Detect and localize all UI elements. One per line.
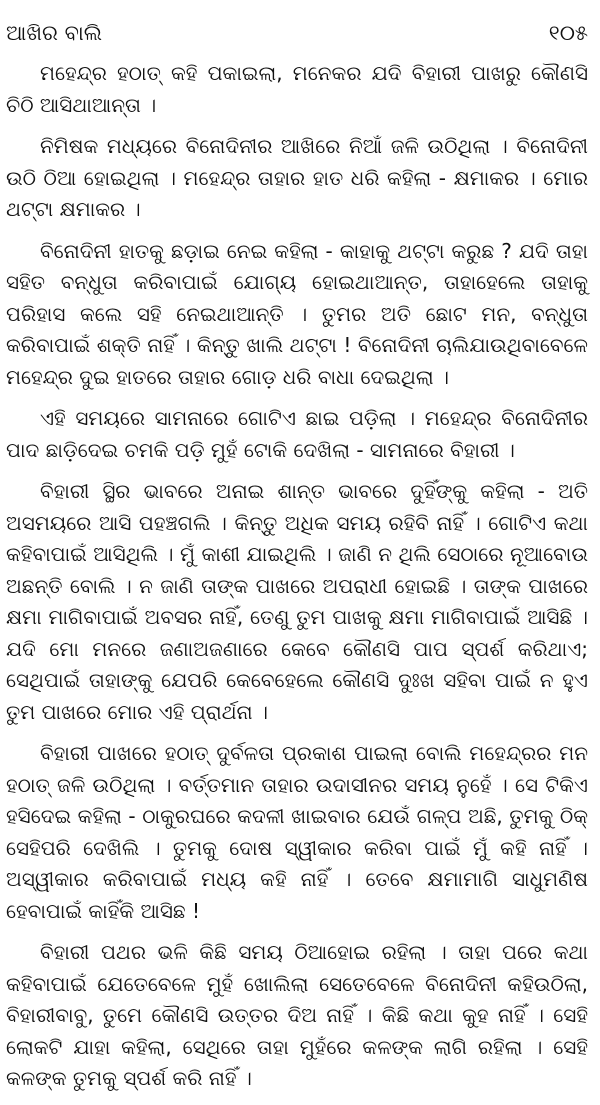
page-number: ୧୦୫ [548, 20, 588, 45]
paragraph: ଏହି ସମୟରେ ସାମନାରେ ଗୋଟିଏ ଛାଇ ପଡ଼ିଲା । ମହେନ୍ଦ୍ର ବିନୋଦିନୀର ପାଦ ଛାଡ଼ିଦେଇ ଚମକି ପଡ଼ି ମୁହଁ ଟୋକି ଦେଖିଲା - ସାମନାରେ ବିହାରୀ । [6, 406, 588, 462]
paragraph: ମହେନ୍ଦ୍ର ହଠାତ୍ କହି ପକାଇଲା, ମନେକର ଯଦି ବିହାରୀ ପାଖରୁ କୌଣସି ଚିଠି ଆସିଥାଆନ୍ତା । [6, 61, 588, 117]
paragraph: ନିମିଷକ ମଧ୍ୟରେ ବିନୋଦିନୀର ଆଖିରେ ନିଆଁ ଜଳି ଉଠିଥିଲା । ବିନୋଦିନୀ ଉଠି ଠିଆ ହୋଇଥିଲା । ମହେନ୍ଦ୍ର ତାହାର ହାତ ଧରି କହିଲା - କ୍ଷମାକର । ମୋର ଥଟ୍ଟା କ୍ଷମାକର । [6, 134, 588, 221]
paragraph: ବିହାରୀ ପାଖରେ ହଠାତ୍ ଦୁର୍ବଳତା ପ୍ରକାଶ ପାଇଲା ବୋଲି ମହେନ୍ଦ୍ରର ମନ ହଠାତ୍ ଜଳି ଉଠିଥିଲା । ବର୍ତ୍ତମାନ ତାହାର ଉଦାସୀନର ସମୟ ନୁହେଁ । ସେ ଟିକିଏ ହସିଦେଇ କହିଲା - ଠାକୁରଘରେ କଦଳୀ ଖାଇବାର ଯେଉଁ ଗଳ୍ପ ଅଛି, ତୁମକୁ ଠିକ୍ ସେହିପରି ଦେଖିଲି । ତୁମକୁ ଦୋଷ ସ୍ୱୀକାର କରିବା ପାଇଁ ମୁଁ କହି ନାହିଁ । ଅସ୍ୱୀକାର କରିବାପାଇଁ ମଧ୍ୟ କହି ନାହିଁ । ତେବେ କ୍ଷମାମାଗି ସାଧୁମଣିଷ ହେବାପାଇଁ କାହିଁକି ଆସିଛ ! [6, 741, 588, 923]
page-header [6, 18, 588, 48]
paragraph: ବିନୋଦିନୀ ହାତକୁ ଛଡ଼ାଇ ନେଇ କହିଲା - କାହାକୁ ଥଟ୍ଟା କରୁଛ ? ଯଦି ତାହା ସହିତ ବନ୍ଧୁତା କରିବାପାଇଁ ଯୋଗ୍ୟ ହୋଇଥାଆନ୍ତ, ତାହାହେଲେ ତାହାକୁ ପରିହାସ କଲେ ସହି ନେଇଥାଆନ୍ତି । ତୁମର ଅତି ଛୋଟ ମନ, ବନ୍ଧୁତା କରିବାପାଇଁ ଶକ୍ତି ନାହିଁ । କିନ୍ତୁ ଖାଲି ଥଟ୍ଟା ! ବିନୋଦିନୀ ଚାଲିଯାଉଥିବାବେଳେ ମହେନ୍ଦ୍ର ଦୁଇ ହାତରେ ତାହାର ଗୋଡ଼ ଧରି ବାଧା ଦେଇଥିଲା । [6, 238, 588, 389]
running-title: ଆଖିର ବାଲି [6, 20, 103, 45]
paragraph: ବିହାରୀ ପଥର ଭଳି କିଛି ସମୟ ଠିଆହୋଇ ରହିଲା । ତାହା ପରେ କଥା କହିବାପାଇଁ ଯେତେବେଳେ ମୁହଁ ଖୋଲିଲା ସେତେବେଳେ ବିନୋଦିନୀ କହିଉଠିଲା, ବିହାରୀବାବୁ, ତୁମେ କୌଣସି ଉତ୍ତର ଦିଅ ନାହିଁ । କିଛି କଥା କୁହ ନାହିଁ । ସେହି ଲୋକଟି ଯାହା କହିଲା, ସେଥିରେ ତାହା ମୁହଁରେ କଳଙ୍କ ଲାଗି ରହିଲା । ସେହି କଳଙ୍କ ତୁମକୁ ସ୍ପର୍ଶ କରି ନାହିଁ । [6, 940, 588, 1090]
body-text [6, 58, 588, 1105]
paragraph: ବିହାରୀ ସ୍ଥିର ଭାବରେ ଅନାଇ ଶାନ୍ତ ଭାବରେ ଦୁହିଁଙ୍କୁ କହିଲା - ଅତି ଅସମୟରେ ଆସି ପହଞ୍ଚଗଲି । କିନ୍ତୁ ଅଧିକ ସମୟ ରହିବି ନାହିଁ । ଗୋଟିଏ କଥା କହିବାପାଇଁ ଆସିଥିଲି । ମୁଁ କାଶୀ ଯାଇଥିଲି । ଜାଣି ନ ଥିଲି ସେଠାରେ ନୂଆବୋଉ ଅଛନ୍ତି ବୋଲି । ନ ଜାଣି ତାଙ୍କ ପାଖରେ ଅପରାଧୀ ହୋଇଛି । ତାଙ୍କ ପାଖରେ କ୍ଷମା ମାଗିବାପାଇଁ ଅବସର ନାହିଁ, ତେଣୁ ତୁମ ପାଖକୁ କ୍ଷମା ମାଗିବାପାଇଁ ଆସିଛି । ଯଦି ମୋ ମନରେ ଜଣାଅଜଣାରେ କେବେ କୌଣସି ପାପ ସ୍ପର୍ଶ କରିଥାଏ; ସେଥିପାଇଁ ତାହାଙ୍କୁ ଯେପରି କେବେହେଲେ କୌଣସି ଦୁଃଖ ସହିବା ପାଇଁ ନ ହୁଏ ତୁମ ପାଖରେ ମୋର ଏହି ପ୍ରାର୍ଥନା । [6, 479, 588, 724]
